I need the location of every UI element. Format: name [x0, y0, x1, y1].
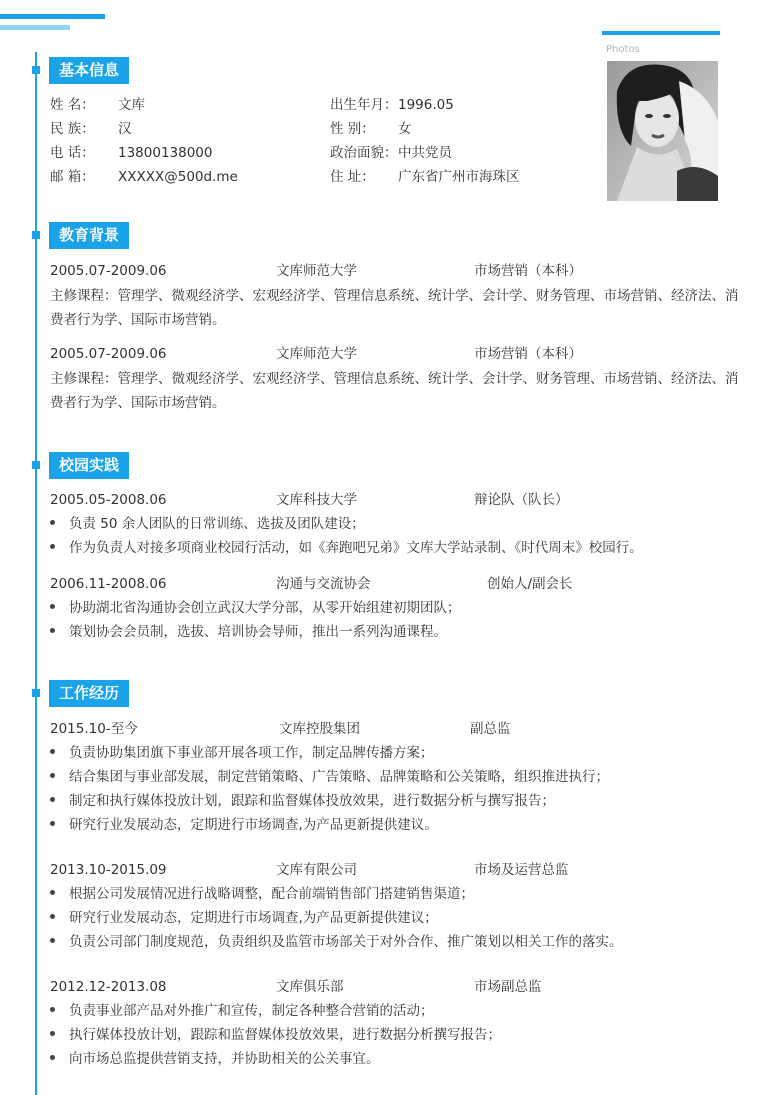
list-item: 结合集团与事业部发展，制定营销策略、广告策略、品牌策略和公关策略，组织推进执行；	[50, 767, 609, 787]
list-item: 负责事业部产品对外推广和宣传，制定各种整合营销的活动；	[50, 1001, 434, 1021]
info-address: 住 址： 广东省广州市海珠区	[330, 169, 520, 185]
section-marker	[32, 689, 40, 697]
education-courses: 主修课程：管理学、微观经济学、宏观经济学、管理信息系统、统计学、会计学、财务管理、市场营销、经济法、消费者行为学、国际市场营销。	[50, 371, 739, 411]
photo-label: Photos	[606, 44, 640, 55]
decor-top-bar-light	[0, 25, 70, 30]
list-item: 协助湖北省沟通协会创立武汉大学分部，从零开始组建初期团队；	[50, 598, 461, 618]
list-item: 制定和执行媒体投放计划，跟踪和监督媒体投放效果，进行数据分析与撰写报告；	[50, 791, 555, 811]
section-title-campus: 校园实践	[49, 452, 129, 479]
info-phone: 电 话： 13800138000	[50, 145, 213, 161]
decor-top-bar	[0, 14, 105, 19]
info-name: 姓 名： 文库	[50, 97, 145, 113]
section-title-basic: 基本信息	[49, 57, 129, 84]
list-item: 策划协会会员制，选拔、培训协会导师，推出一系列沟通课程。	[50, 622, 447, 642]
profile-photo	[607, 61, 718, 201]
education-courses: 主修课程：管理学、微观经济学、宏观经济学、管理信息系统、统计学、会计学、财务管理、市场营销、经济法、消费者行为学、国际市场营销。	[50, 288, 739, 328]
list-item: 作为负责人对接多项商业校园行活动，如《奔跑吧兄弟》文库大学站录制、《时代周末》校园行。	[50, 538, 643, 558]
section-title-education: 教育背景	[49, 222, 129, 249]
list-item: 研究行业发展动态，定期进行市场调查,为产品更新提供建议。	[50, 815, 438, 835]
list-item: 负责公司部门制度规范，负责组织及监管市场部关于对外合作、推广策划以相关工作的落实。	[50, 932, 623, 952]
list-item: 负责协助集团旗下事业部开展各项工作，制定品牌传播方案；	[50, 743, 434, 763]
list-item: 根据公司发展情况进行战略调整，配合前端销售部门搭建销售渠道；	[50, 884, 474, 904]
list-item: 负责 50 余人团队的日常训练、选拔及团队建设；	[50, 514, 365, 534]
info-politics: 政治面貌：中共党员	[330, 145, 452, 161]
timeline-line	[35, 52, 37, 1095]
section-marker	[32, 231, 40, 239]
list-item: 向市场总监提供营销支持，并协助相关的公关事宜。	[50, 1049, 380, 1069]
info-birth: 出生年月：1996.05	[330, 97, 454, 113]
list-item: 研究行业发展动态，定期进行市场调查,为产品更新提供建议；	[50, 908, 438, 928]
info-gender: 性 别： 女	[330, 121, 412, 137]
list-item: 执行媒体投放计划，跟踪和监督媒体投放效果，进行数据分析撰写报告；	[50, 1025, 501, 1045]
info-ethnicity: 民 族： 汉	[50, 121, 132, 137]
section-title-work: 工作经历	[49, 680, 129, 707]
section-marker	[32, 66, 40, 74]
photo-accent-bar	[602, 31, 720, 35]
section-marker	[32, 461, 40, 469]
info-email: 邮 箱： XXXXX@500d.me	[50, 169, 238, 185]
